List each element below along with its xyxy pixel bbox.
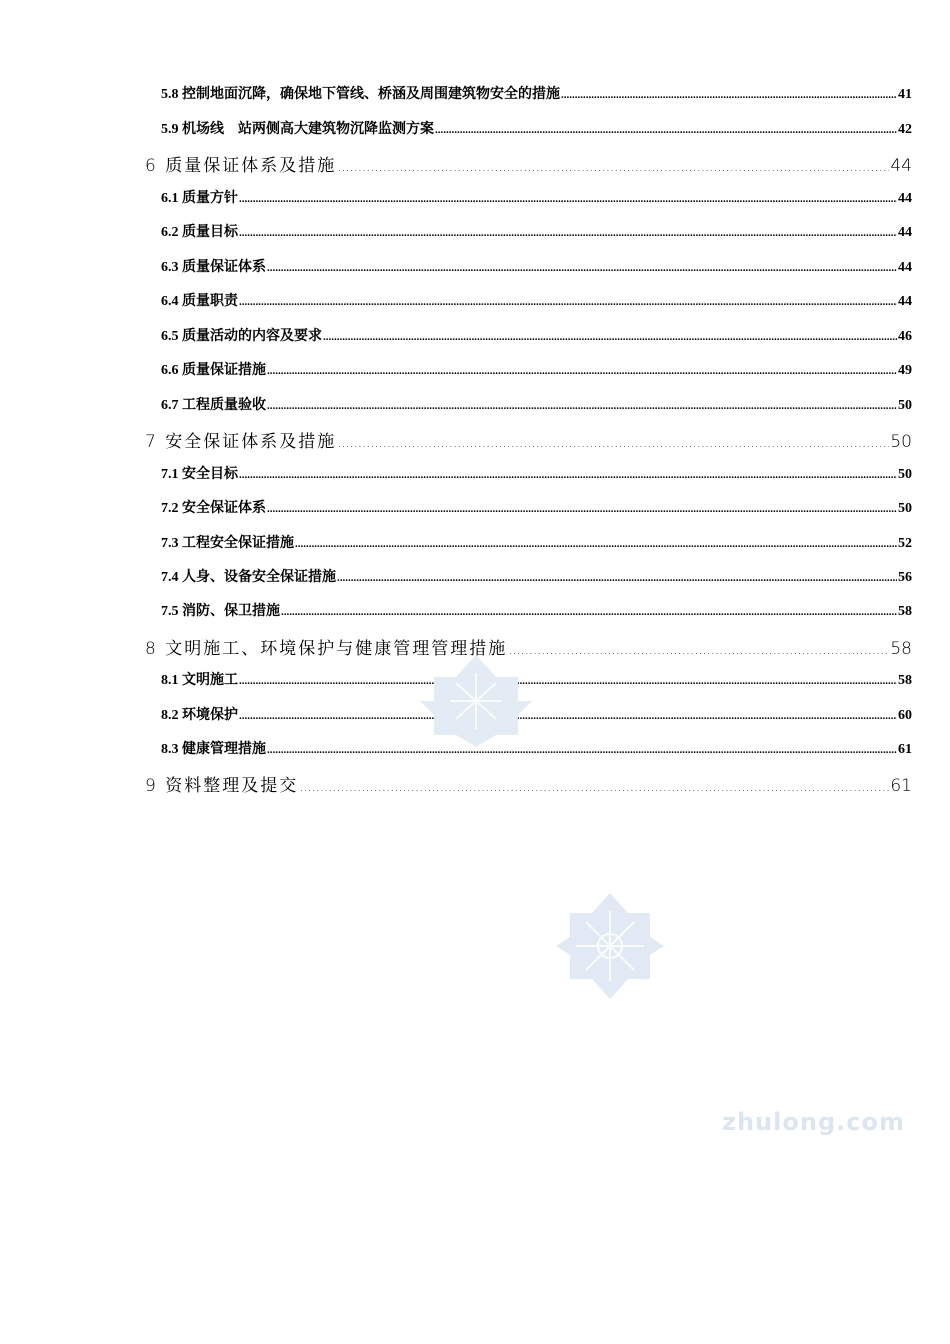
toc-leader-dots [239, 673, 897, 689]
toc-leader-dots [239, 467, 897, 483]
toc-leader-dots [267, 501, 897, 517]
toc-entry-chapter[interactable] [145, 427, 912, 452]
toc-entry-page: 44 [898, 191, 912, 206]
toc-entry-label: 5.8 控制地面沉降，确保地下管线、桥涵及周围建筑物安全的措施 [161, 87, 560, 102]
toc-leader-dots [267, 363, 897, 379]
toc-entry-label: 8.1 文明施工 [161, 673, 238, 688]
toc-entry-page: 44 [898, 260, 912, 275]
toc-entry-page: 58 [890, 639, 912, 659]
toc-leader-dots [267, 398, 897, 414]
toc-entry[interactable] [161, 394, 912, 414]
toc-leader-dots [435, 122, 897, 138]
toc-entry-page: 42 [898, 122, 912, 137]
toc-entry-chapter[interactable] [145, 771, 912, 796]
toc-entry-page: 44 [890, 156, 912, 176]
toc-entry[interactable] [161, 118, 912, 138]
toc-entry[interactable] [161, 83, 912, 103]
toc-entry-label: 6.2 质量目标 [161, 225, 238, 240]
toc-entry-label: 6.1 质量方针 [161, 191, 238, 206]
toc-entry[interactable] [161, 704, 912, 724]
toc-leader-dots [239, 225, 897, 241]
toc-entry-label: 7.3 工程安全保证措施 [161, 536, 294, 551]
toc-entry[interactable] [161, 669, 912, 689]
toc-leader-dots [337, 432, 889, 452]
toc-leader-dots [239, 708, 897, 724]
toc-entry-label: 7.2 安全保证体系 [161, 501, 266, 516]
toc-entry-chapter[interactable] [145, 151, 912, 176]
toc-leader-dots [561, 87, 897, 103]
toc-entry-page: 50 [890, 432, 912, 452]
toc-entry-label: 8.2 环境保护 [161, 708, 238, 723]
toc-entry-page: 56 [898, 570, 912, 585]
toc-entry-page: 41 [898, 87, 912, 102]
toc-leader-dots [337, 156, 889, 176]
toc-entry-label: 6.3 质量保证体系 [161, 260, 266, 275]
toc-entry[interactable] [161, 566, 912, 586]
toc-entry[interactable] [161, 463, 912, 483]
toc-leader-dots [299, 776, 889, 796]
toc-entry-label: 7.5 消防、保卫措施 [161, 604, 280, 619]
toc-entry-label: 9 资料整理及提交 [145, 776, 299, 796]
toc-entry-label: 6 质量保证体系及措施 [145, 156, 337, 176]
toc-leader-dots [239, 294, 897, 310]
toc-leader-dots [323, 329, 897, 345]
toc-entry-label: 7 安全保证体系及措施 [145, 432, 337, 452]
toc-entry-page: 61 [890, 776, 912, 796]
zhulong-snowflake-logo-icon [420, 655, 532, 747]
toc-entry-page: 44 [898, 225, 912, 240]
toc-entry-page: 58 [898, 673, 912, 688]
toc-entry-label: 6.6 质量保证措施 [161, 363, 266, 378]
toc-entry[interactable] [161, 532, 912, 552]
toc-entry[interactable] [161, 290, 912, 310]
toc-entry-page: 58 [898, 604, 912, 619]
toc-leader-dots [337, 570, 897, 586]
toc-entry-page: 44 [898, 294, 912, 309]
toc-entry-page: 50 [898, 501, 912, 516]
toc-entry-label: 5.9 机场线 站两侧高大建筑物沉降监测方案 [161, 122, 434, 137]
toc-entry[interactable] [161, 497, 912, 517]
toc-entry-label: 6.7 工程质量验收 [161, 398, 266, 413]
toc-entry[interactable] [161, 325, 912, 345]
toc-entry-page: 50 [898, 467, 912, 482]
toc-entry-label: 7.1 安全目标 [161, 467, 238, 482]
toc-entry-page: 49 [898, 363, 912, 378]
toc-entry-label: 8.3 健康管理措施 [161, 742, 266, 757]
toc-entry-label: 8 文明施工、环境保护与健康管理管理措施 [145, 639, 508, 659]
toc-entry[interactable] [161, 600, 912, 620]
toc-entry-page: 60 [898, 708, 912, 723]
toc-leader-dots [295, 536, 897, 552]
toc-entry[interactable] [161, 256, 912, 276]
toc-leader-dots [281, 604, 897, 620]
toc-entry-page: 50 [898, 398, 912, 413]
toc-leader-dots [508, 639, 889, 659]
toc-entry-label: 7.4 人身、设备安全保证措施 [161, 570, 336, 585]
toc-leader-dots [267, 260, 897, 276]
zhulong-snowflake-logo-icon [556, 893, 664, 999]
watermark-site-text: zhulong.com [722, 1108, 905, 1136]
toc-entry-page: 61 [898, 742, 912, 757]
toc-leader-dots [239, 191, 897, 207]
toc-entry[interactable] [161, 738, 912, 758]
toc-leader-dots [267, 742, 897, 758]
toc-entry-page: 52 [898, 536, 912, 551]
toc-entry-label: 6.4 质量职责 [161, 294, 238, 309]
toc-entry[interactable] [161, 187, 912, 207]
toc-entry[interactable] [161, 221, 912, 241]
toc-entry-page: 46 [898, 329, 912, 344]
toc-entry[interactable] [161, 359, 912, 379]
toc-entry-label: 6.5 质量活动的内容及要求 [161, 329, 322, 344]
